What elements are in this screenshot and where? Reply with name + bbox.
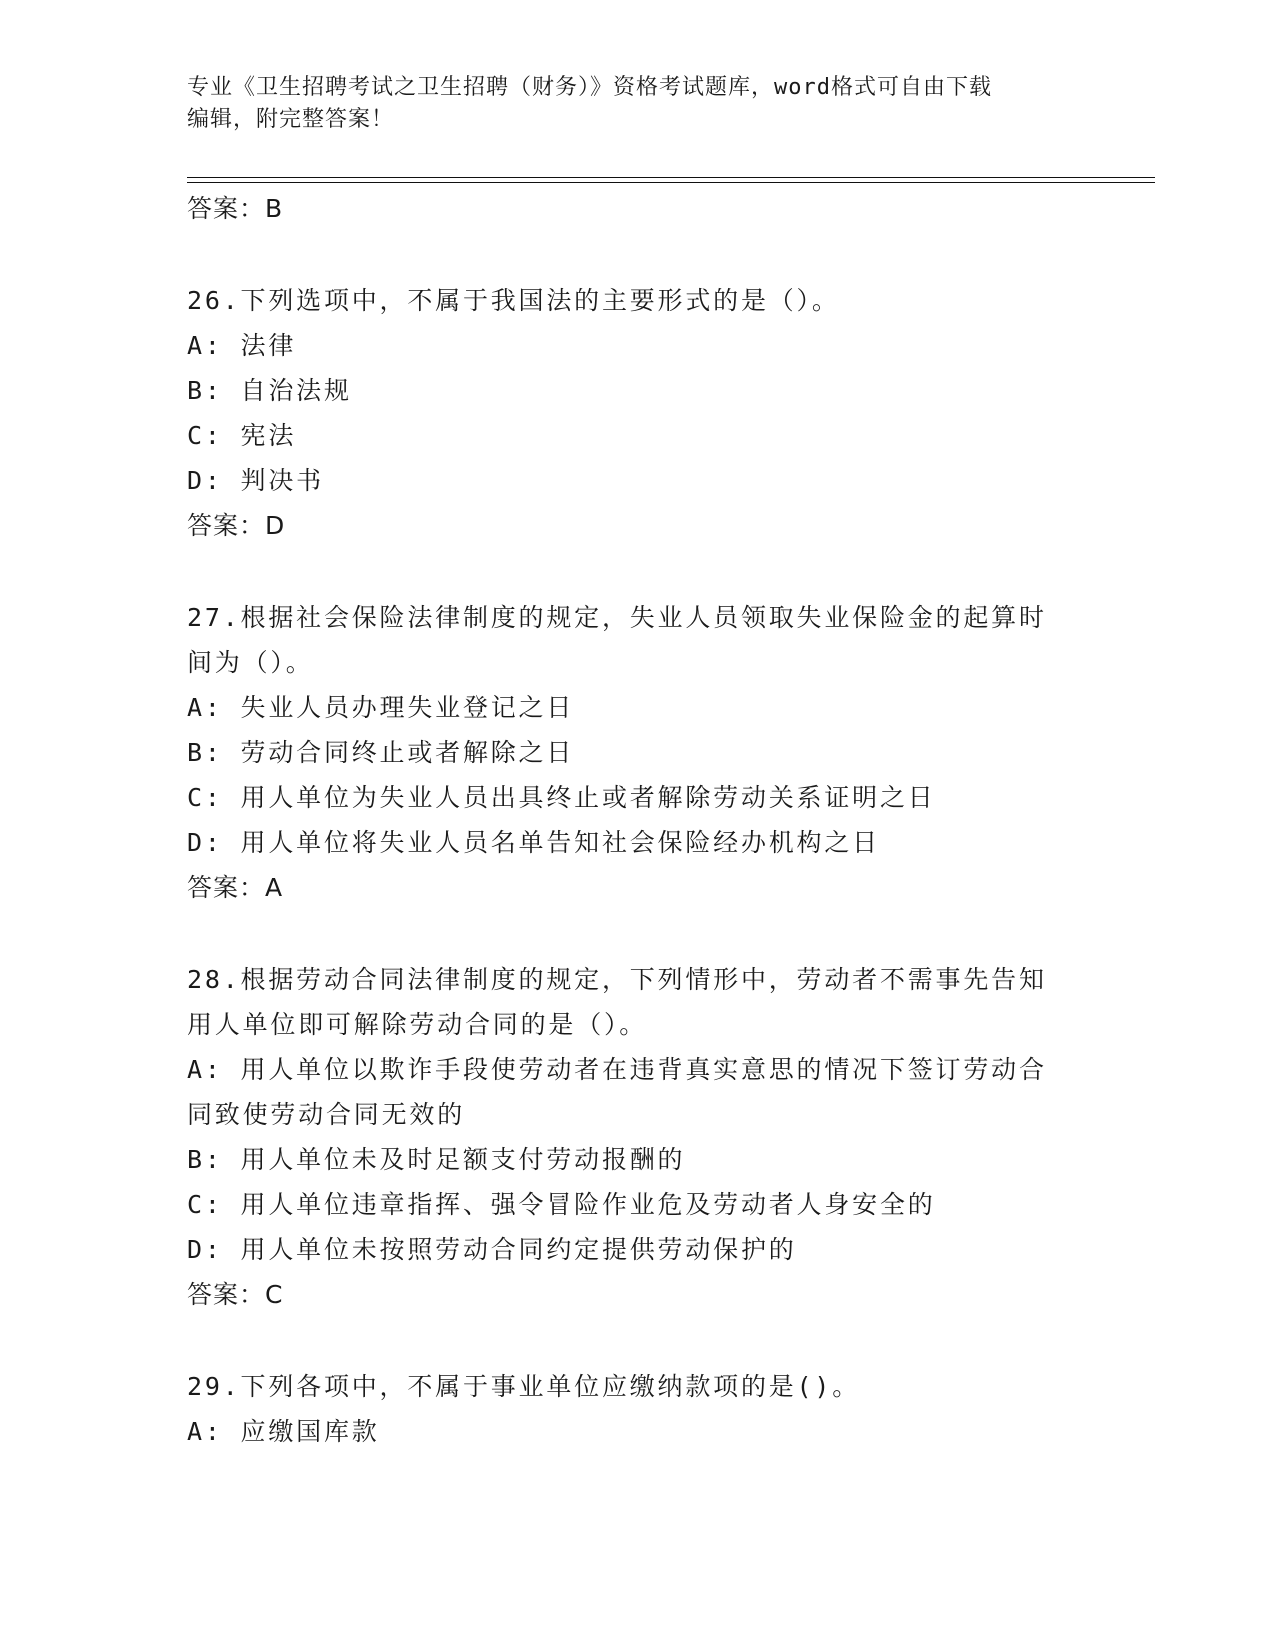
option-line: C: 用人单位为失业人员出具终止或者解除劳动关系证明之日 [187,783,936,812]
question-text: 间为（）。 [187,648,314,677]
section-gap [187,910,1087,957]
question-text: 26.下列选项中，不属于我国法的主要形式的是（）。 [187,286,840,315]
header-line-1: 专业《卫生招聘考试之卫生招聘（财务）》资格考试题库，word格式可自由下载 [187,75,992,100]
document-header [187,72,1067,136]
section-gap [187,231,1087,278]
question-text: 用人单位即可解除劳动合同的是（）。 [187,1010,648,1039]
option-line: 同致使劳动合同无效的 [187,1100,466,1129]
answer-line: 答案：D [187,511,286,540]
header-line-2: 编辑，附完整答案！ [187,107,395,132]
option-line: A: 法律 [187,331,297,360]
question-text: 28.根据劳动合同法律制度的规定，下列情形中，劳动者不需事先告知 [187,965,1047,994]
section-gap [187,1317,1087,1364]
option-line: A: 应缴国库款 [187,1417,380,1446]
question-text: 27.根据社会保险法律制度的规定，失业人员领取失业保险金的起算时 [187,603,1047,632]
answer-line: 答案：A [187,873,284,902]
option-line: C: 宪法 [187,421,297,450]
option-line: B: 自治法规 [187,376,352,405]
option-line: D: 用人单位将失业人员名单告知社会保险经办机构之日 [187,828,880,857]
answer-line: 答案：C [187,1280,284,1309]
answer-line: 答案：B [187,194,284,223]
header-rule-top [187,177,1155,178]
option-line: A: 用人单位以欺诈手段使劳动者在违背真实意思的情况下签订劳动合 [187,1055,1047,1084]
section-gap [187,548,1087,595]
option-line: D: 用人单位未按照劳动合同约定提供劳动保护的 [187,1235,797,1264]
question-list [187,186,1087,1454]
option-line: B: 用人单位未及时足额支付劳动报酬的 [187,1145,686,1174]
question-text: 29.下列各项中，不属于事业单位应缴纳款项的是()。 [187,1372,861,1401]
option-line: C: 用人单位违章指挥、强令冒险作业危及劳动者人身安全的 [187,1190,936,1219]
option-line: D: 判决书 [187,466,324,495]
option-line: A: 失业人员办理失业登记之日 [187,693,575,722]
option-line: B: 劳动合同终止或者解除之日 [187,738,575,767]
header-rule-bottom [187,182,1155,183]
